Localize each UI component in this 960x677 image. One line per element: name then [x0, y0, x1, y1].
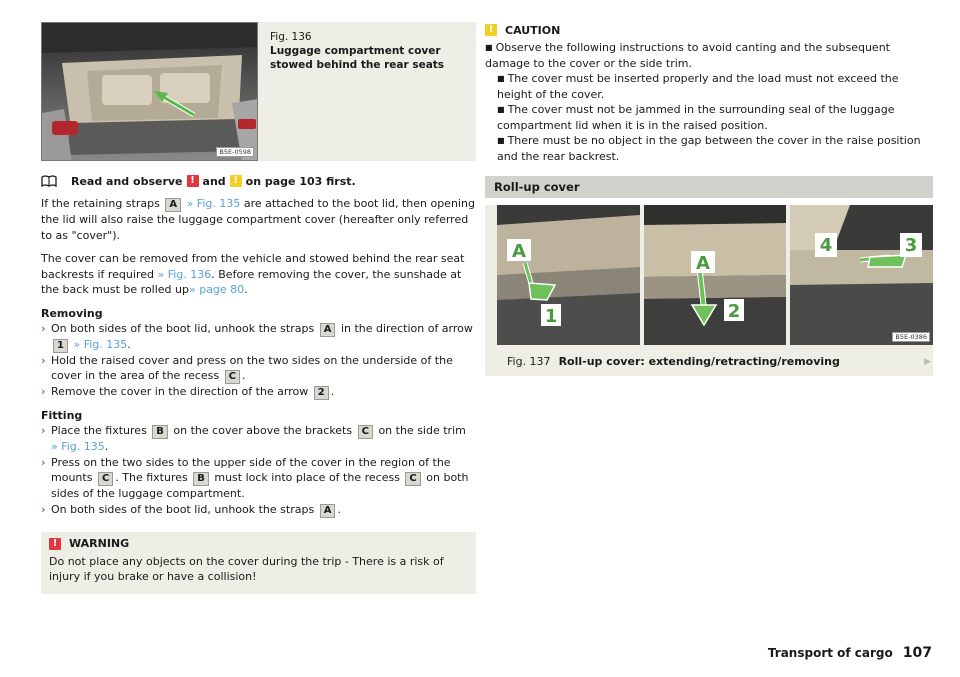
square-bullet-icon: ■ [497, 105, 505, 114]
para2-text-1: The cover can be removed from the vehicle and stowed behind the rear seat backrests if required [41, 252, 465, 281]
label-A: A [512, 241, 526, 262]
step-text: . The fixtures [115, 471, 188, 484]
figure-137-caption [507, 355, 840, 368]
key-label: C [225, 370, 240, 384]
caution-bullet [485, 71, 933, 102]
page-footer [768, 645, 932, 661]
key-label: 2 [314, 386, 329, 400]
key-label: C [98, 472, 113, 486]
step-text: Hold the raised cover and press on the two sides on the underside of the cover in the area of the recess [51, 353, 453, 382]
step-text: . [127, 337, 131, 351]
list-item [41, 384, 476, 400]
caution-text: There must be no object in the gap between the cover in the raise position and the rear backrest. [497, 134, 921, 163]
figure-137-code: B5E-0386 [892, 332, 930, 342]
rollup-section-heading: Roll-up cover [485, 176, 933, 198]
warning-mark-icon: ! [187, 175, 199, 187]
read-observe-and: and [202, 174, 226, 188]
square-bullet-icon: ■ [497, 74, 505, 83]
step-text: . [242, 369, 246, 382]
step-text: Remove the cover in the direction of the arrow [51, 385, 309, 398]
fitting-heading: Fitting [41, 409, 83, 422]
read-observe-prefix: Read and observe [71, 174, 183, 188]
key-label: A [320, 323, 336, 337]
step-text: Place the fixtures [51, 424, 147, 437]
warning-text: Do not place any objects on the cover during the trip - There is a risk of injury if you brake or have a collision! [49, 554, 444, 583]
figure-137 [485, 205, 933, 376]
list-item [41, 423, 476, 455]
step-text: Press on the two sides to the upper side of the cover in the region of the mounts [51, 455, 451, 484]
caution-icon: ! [485, 24, 497, 36]
figure-137-number: Fig. 137 [507, 355, 551, 368]
continue-triangle-icon: ▶ [924, 357, 931, 367]
figure-137-pane-2 [644, 205, 787, 345]
label-2: 2 [727, 301, 740, 322]
figure-136-code: B5E-0598 [216, 147, 254, 157]
caution-mark-icon: ! [230, 175, 242, 187]
footer-section-title: Transport of cargo [767, 646, 893, 660]
key-label: A [320, 504, 336, 518]
link-fig-135[interactable]: » Fig. 135 [186, 197, 241, 210]
read-observe-line [41, 174, 476, 188]
para2-text-2: . Before removing the cover, the sunshade at the back must be rolled up [41, 267, 462, 296]
caution-bullet [485, 102, 933, 133]
chevron-right-icon: › [41, 455, 46, 469]
paragraph-retaining-straps [41, 196, 476, 243]
step-text: on both sides of the luggage compartment. [51, 471, 469, 500]
link-page-80[interactable]: » page 80 [188, 283, 245, 296]
chevron-right-icon: › [41, 385, 46, 398]
caution-body [485, 40, 933, 164]
para1-text-2: are attached to the boot lid, then opening the lid will also raise the luggage compartment cover (hereafter only referred to as "cover"). [41, 197, 475, 242]
figure-136-image [41, 22, 258, 161]
caution-text: The cover must not be jammed in the surrounding seal of the luggage compartment lid when it is in the raised position. [497, 103, 895, 132]
warning-header [49, 537, 468, 551]
read-observe-suffix: on page 103 first. [245, 174, 356, 188]
figure-137-title: Roll-up cover: extending/retracting/removing [558, 355, 840, 368]
figure-136-title: Luggage compartment cover stowed behind the rear seats [270, 45, 445, 71]
figure-137-images [497, 205, 933, 345]
key-label: 1 [53, 339, 68, 353]
removing-steps [41, 321, 476, 401]
caution-text: The cover must be inserted properly and the load must not exceed the height of the cover. [497, 72, 899, 101]
step-text: must lock into place of the recess [214, 471, 400, 484]
warning-icon: ! [49, 538, 61, 550]
key-label: A [165, 198, 181, 212]
step-text: On both sides of the boot lid, unhook the straps [51, 502, 315, 516]
square-bullet-icon: ■ [485, 43, 493, 52]
figure-137-pane-3 [790, 205, 933, 345]
list-item [41, 353, 476, 385]
figure-137-pane-1 [497, 205, 640, 345]
label-1: 1 [544, 306, 558, 327]
link-fig-135[interactable]: » Fig. 135 [51, 440, 105, 453]
caution-text: Observe the following instructions to avoid canting and the subsequent damage to the cover or the side trim. [485, 41, 890, 70]
key-label: C [405, 472, 420, 486]
caution-bullet [485, 133, 933, 164]
step-text: . [337, 502, 341, 516]
step-text: on the side trim [378, 424, 466, 437]
step-text: . [330, 385, 335, 398]
paragraph-cover-removal [41, 251, 476, 298]
link-fig-136[interactable]: » Fig. 136 [157, 267, 212, 281]
step-text: On both sides of the boot lid, unhook the straps [51, 321, 315, 335]
square-bullet-icon: ■ [497, 136, 505, 145]
label-A: A [695, 253, 710, 274]
step-text: . [104, 440, 109, 453]
list-item [41, 321, 476, 353]
caution-bullet [485, 40, 933, 71]
list-item [41, 455, 476, 502]
key-label: B [193, 472, 209, 486]
figure-136 [41, 22, 476, 161]
step-text: on the cover above the brackets [173, 424, 353, 437]
caution-title: CAUTION [505, 23, 561, 37]
link-fig-135[interactable]: » Fig. 135 [73, 337, 128, 351]
key-label: B [152, 425, 168, 439]
left-column [41, 22, 476, 594]
key-label: C [358, 425, 373, 439]
para1-text-1: If the retaining straps [41, 197, 160, 210]
caution-header [485, 22, 933, 38]
label-4: 4 [820, 235, 833, 256]
chevron-right-icon: › [41, 424, 46, 437]
figure-136-number: Fig. 136 [270, 31, 312, 43]
fitting-steps [41, 423, 476, 518]
warning-box [41, 532, 476, 594]
chevron-right-icon: › [41, 321, 46, 335]
removing-heading: Removing [41, 306, 103, 320]
figure-136-caption [270, 30, 470, 72]
book-icon [41, 175, 57, 187]
chevron-right-icon: › [41, 353, 46, 367]
para2-text-3: . [244, 283, 248, 296]
right-column [485, 22, 933, 376]
chevron-right-icon: › [41, 502, 46, 516]
step-text: in the direction of arrow [340, 321, 473, 335]
warning-title: WARNING [69, 537, 130, 550]
list-item [41, 502, 476, 518]
label-3: 3 [905, 235, 918, 256]
page-number: 107 [902, 645, 932, 661]
